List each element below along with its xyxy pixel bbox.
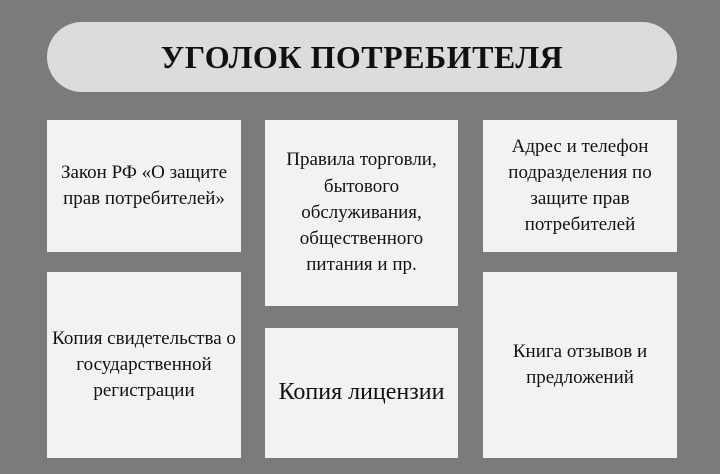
card-registration-certificate [47,272,241,458]
card-label: Закон РФ «О защите прав потребителей» [60,161,228,209]
card-feedback-book [483,272,677,458]
title-banner [47,22,677,92]
card-label: Копия свидетельства о государственной регистрации [52,327,236,402]
card-license-copy [265,328,458,458]
card-consumer-law [47,120,241,252]
page-title: УГОЛОК ПОТРЕБИТЕЛЯ [160,38,564,75]
card-label: Копия лицензии [278,379,445,406]
card-label: Правила торговли, бытового обслуживания, общественного питания и пр. [286,149,437,276]
card-label: Книга отзывов и предложений [512,340,648,388]
card-label: Адрес и телефон подразделения по защите прав потребителей [508,135,652,236]
card-trade-rules [265,120,458,306]
card-consumer-protection-contacts [483,120,677,252]
